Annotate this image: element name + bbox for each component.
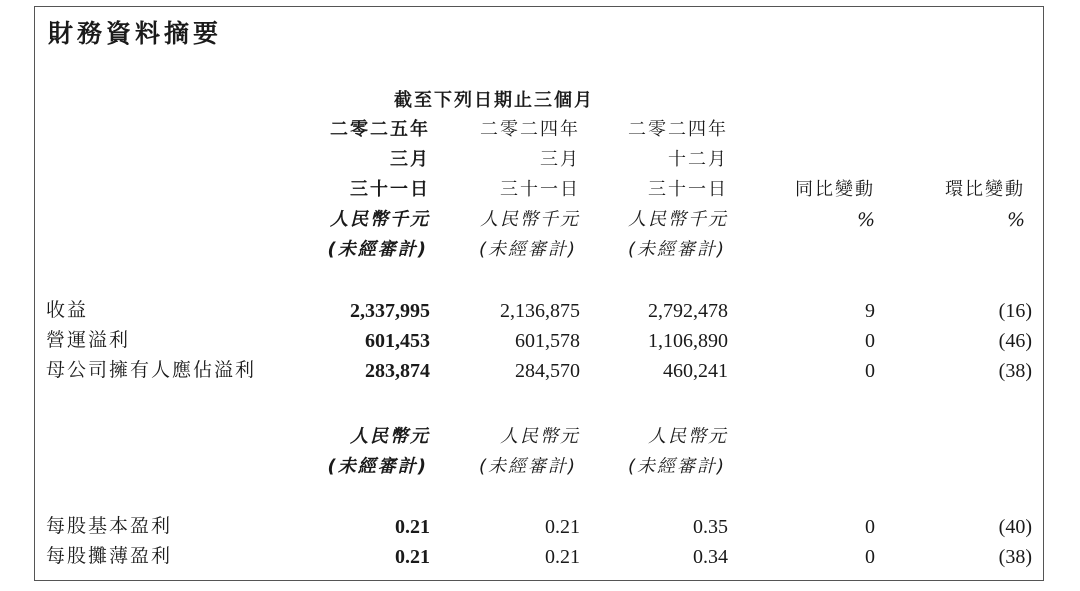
col2-unit: 人民幣千元: [480, 209, 580, 230]
basic-eps-2024q1: 0.21: [545, 516, 580, 538]
col1-year: 二零二五年: [330, 119, 430, 140]
basic-eps-yoy: 0: [865, 516, 875, 538]
opprofit-2024q4: 1,106,890: [648, 330, 728, 352]
opprofit-2025q1: 601,453: [365, 330, 430, 352]
col2-day: 三十一日: [500, 179, 580, 200]
eps-col3-unit: 人民幣元: [648, 426, 728, 447]
attrprofit-2024q4: 460,241: [663, 360, 728, 382]
col3-year: 二零二四年: [628, 119, 728, 140]
diluted-eps-2025q1: 0.21: [395, 546, 430, 568]
revenue-2025q1: 2,337,995: [350, 300, 430, 322]
eps-col1-unit: 人民幣元: [350, 426, 430, 447]
period-header: 截至下列日期止三個月: [394, 90, 594, 111]
col1-audit: (未經審計): [327, 239, 428, 260]
attrprofit-qoq: (38): [998, 360, 1032, 382]
diluted-eps-2024q1: 0.21: [545, 546, 580, 568]
revenue-yoy: 9: [865, 300, 875, 322]
col2-month: 三月: [540, 149, 580, 170]
opprofit-2024q1: 601,578: [515, 330, 580, 352]
yoy-unit: %: [856, 209, 875, 231]
col3-day: 三十一日: [648, 179, 728, 200]
page-title: 財務資料摘要: [48, 19, 223, 48]
diluted-eps-qoq: (38): [998, 546, 1032, 568]
row-label-diluted-eps: 每股攤薄盈利: [46, 545, 173, 567]
opprofit-qoq: (46): [998, 330, 1032, 352]
col3-audit: (未經審計): [627, 239, 726, 260]
revenue-2024q1: 2,136,875: [500, 300, 580, 322]
eps-col1-audit: (未經審計): [327, 456, 428, 477]
qoq-unit: %: [1006, 209, 1025, 231]
col2-audit: (未經審計): [478, 239, 577, 260]
attrprofit-yoy: 0: [865, 360, 875, 382]
eps-col2-unit: 人民幣元: [500, 426, 580, 447]
opprofit-yoy: 0: [865, 330, 875, 352]
attrprofit-2025q1: 283,874: [365, 360, 430, 382]
diluted-eps-yoy: 0: [865, 546, 875, 568]
row-label-operating-profit: 營運溢利: [46, 329, 131, 351]
eps-col3-audit: (未經審計): [627, 456, 726, 477]
basic-eps-qoq: (40): [998, 516, 1032, 538]
basic-eps-2025q1: 0.21: [395, 516, 430, 538]
col1-day: 三十一日: [350, 179, 430, 200]
revenue-qoq: (16): [998, 300, 1032, 322]
eps-col2-audit: (未經審計): [478, 456, 577, 477]
col3-unit: 人民幣千元: [628, 209, 728, 230]
col1-month: 三月: [390, 149, 430, 170]
basic-eps-2024q4: 0.35: [693, 516, 728, 538]
row-label-revenue: 收益: [46, 299, 89, 321]
col1-unit: 人民幣千元: [330, 209, 430, 230]
col2-year: 二零二四年: [480, 119, 580, 140]
row-label-basic-eps: 每股基本盈利: [46, 515, 173, 537]
yoy-header: 同比變動: [795, 179, 875, 200]
qoq-header: 環比變動: [945, 179, 1025, 200]
col3-month: 十二月: [668, 149, 728, 170]
row-label-attributable-profit: 母公司擁有人應佔溢利: [46, 359, 257, 381]
diluted-eps-2024q4: 0.34: [693, 546, 728, 568]
revenue-2024q4: 2,792,478: [648, 300, 728, 322]
attrprofit-2024q1: 284,570: [515, 360, 580, 382]
